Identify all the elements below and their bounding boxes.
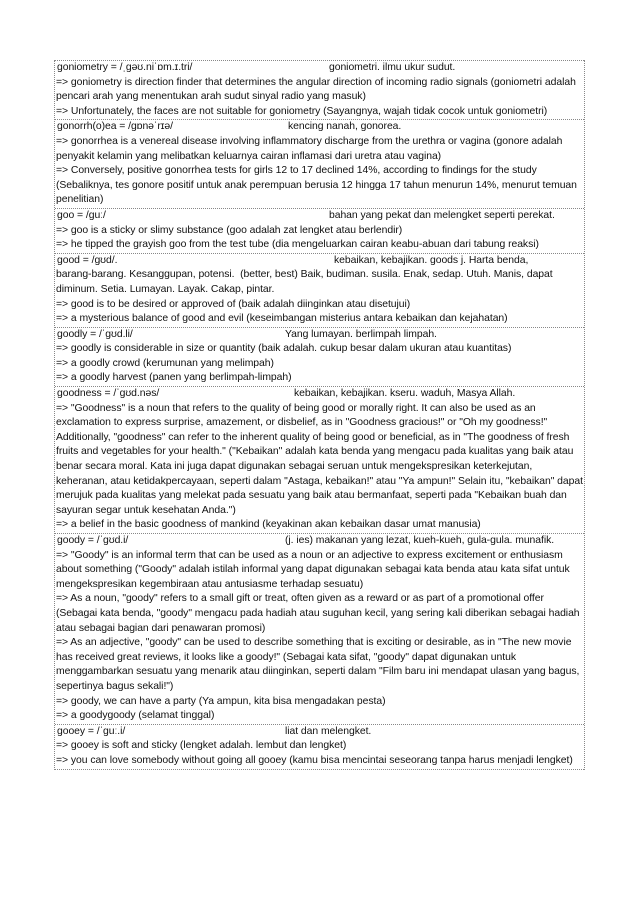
entry-example-line: => goodly is considerable in size or quantity (baik adalah. cukup besar dalam ukuran atau kuantitas)	[56, 343, 512, 355]
entry-gloss: liat dan melengket.	[285, 725, 372, 737]
entry-example-line: => good is to be desired or approved of (baik adalah diinginkan atau disetujui)	[56, 298, 411, 310]
entry-headword: good = /ɡʊd/.	[57, 254, 118, 266]
entry-headword-line	[56, 387, 583, 402]
dictionary-sheet	[54, 60, 585, 770]
entry-example-line: => a goodygoody (selamat tinggal)	[56, 710, 215, 722]
entry-headword: goody = /ˈɡʊd.i/	[57, 535, 129, 546]
entry-headword-line	[56, 328, 583, 343]
entry-headword: gonorrh(o)ea = /ɡɒnəˈrɪə/	[57, 121, 173, 133]
dictionary-entry-good	[55, 253, 584, 327]
entry-headword-line	[56, 254, 583, 269]
entry-headword: gooey = /ˈɡuː.i/	[57, 725, 126, 737]
entry-gloss: goniometri. ilmu ukur sudut.	[329, 62, 456, 73]
entry-headword: goodly = /ˈɡʊd.li/	[57, 328, 133, 340]
entry-headword-line	[56, 725, 583, 740]
entry-definition-line: barang-barang. Kesanggupan, potensi. (better, best) Baik, budiman. susila. Enak, sedap. Utuh. Manis, dapat diminum. Setia. Lumayan. Layak. Cakap, pintar.	[56, 269, 556, 295]
entry-headword-line	[56, 534, 583, 549]
entry-headword-line	[56, 61, 583, 76]
dictionary-entry-goo	[55, 208, 584, 253]
entry-example-line: => he tipped the grayish goo from the test tube (dia mengeluarkan cairan keabu-abuan dari tabung reaksi)	[56, 239, 539, 251]
dictionary-entry-goodly	[55, 327, 584, 386]
dictionary-entry-goody	[55, 533, 584, 724]
entry-headword-line	[56, 209, 583, 224]
entry-example-line: => gooey is soft and sticky (lengket adalah. lembut dan lengket)	[56, 740, 347, 752]
entry-example-line: => a belief in the basic goodness of mankind (keyakinan akan kebaikan dasar umat manusia)	[56, 519, 481, 531]
entry-headword: goodness = /ˈɡʊd.nəs/	[57, 388, 160, 400]
entry-example-line: => "Goody" is an informal term that can be used as a noun or an adjective to express excitement or enthusiasm about something ("Goody" adalah istilah informal yang dapat digunakan sebagai kata benda atau kata sifat untuk mengekspresikan kegembiraan atau antusiasme terhadap sesuatu)	[56, 549, 573, 590]
entry-example-line: => you can love somebody without going all gooey (kamu bisa mencintai seseorang tanpa harus menjadi lengket)	[56, 754, 573, 766]
entry-example-line: => a mysterious balance of good and evil (keseimbangan misterius antara kebaikan dan kejahatan)	[56, 313, 508, 325]
entry-example-line: => a goodly crowd (kerumunan yang melimpah)	[56, 357, 274, 369]
entry-gloss: Yang lumayan. berlimpah limpah.	[285, 328, 437, 340]
entry-gloss: kencing nanah, gonorea.	[288, 121, 402, 133]
dictionary-entry-goniometry	[55, 60, 584, 119]
entry-example-line: => As a noun, "goody" refers to a small gift or treat, often given as a reward or as part of a promotional offer (Sebagai kata benda, "goody" mengacu pada hadiah atau suguhan kecil, yang sering kali diberikan sebagai hadiah atau sebagai bagian dari penawaran promosi)	[56, 593, 583, 634]
entry-example-line: => Conversely, positive gonorrhea tests for girls 12 to 17 declined 14%, according to findings for the study (Sebaliknya, tes gonore positif untuk anak perempuan berusia 12 hingga 17 tahun menurun 14%, menurut temuan penelitian)	[56, 165, 580, 206]
entry-example-line: => goniometry is direction finder that determines the angular direction of incoming radio signals (goniometri adalah pencari arah yang menentukan arah sudut sinyal radio yang masuk)	[56, 76, 579, 103]
dictionary-entry-gonorrhoea	[55, 119, 584, 208]
entry-example-line: => goo is a sticky or slimy substance (goo adalah zat lengket atau berlendir)	[56, 224, 403, 236]
entry-example-line: => a goodly harvest (panen yang berlimpah-limpah)	[56, 372, 292, 384]
entry-headword: goo = /ɡuː/	[57, 209, 106, 221]
entry-headword-line	[56, 120, 583, 135]
entry-example-line: => Unfortunately, the faces are not suitable for goniometry (Sayangnya, wajah tidak cocok untuk goniometri)	[56, 105, 548, 117]
entry-example-line: => gonorrhea is a venereal disease involving inflammatory discharge from the urethra or vagina (gonore adalah penyakit kelamin yang melibatkan keluarnya cairan inflamasi dari uretra atau vagina)	[56, 135, 566, 162]
dictionary-entry-gooey	[55, 724, 584, 770]
entry-gloss: bahan yang pekat dan melengket seperti perekat.	[329, 209, 555, 221]
entry-gloss: kebaikan, kebajikan. goods j. Harta benda,	[334, 254, 529, 266]
entry-example-line: => "Goodness" is a noun that refers to the quality of being good or morally right. It can also be used as an exclamation to express surprise, amazement, or disbelief, as in "Goodness gracious!" or "Oh my goodness!" Additionally, "goodness" can refer to the inherent quality of being good or beneficial, as in "The goodness of fresh fruits and vegetables for your health." ("Kebaikan" adalah kata benda yang mengacu pada kualitas yang baik atau benar secara moral. Kata ini juga dapat digunakan sebagai seruan untuk mengekspresikan keterkejutan, keheranan, atau ketidakpercayaan, seperti dalam "Astaga, kebaikan!" atau "Ya ampun!" Selain itu, "kebaikan" dapat merujuk pada kualitas yang melekat pada sesuatu yang baik atau bermanfaat, seperti pada "Kebaikan buah dan sayuran segar untuk kesehatan Anda.")	[56, 402, 586, 516]
dictionary-entry-goodness	[55, 386, 584, 533]
entry-gloss: kebaikan, kebajikan. kseru. waduh, Masya Allah.	[294, 388, 516, 400]
entry-headword: goniometry = /ˌɡəʊ.niˈɒm.ɪ.tri/	[57, 62, 193, 73]
entry-example-line: => goody, we can have a party (Ya ampun, kita bisa mengadakan pesta)	[56, 695, 386, 707]
entry-gloss: (j. ies) makanan yang lezat, kueh-kueh, gula-gula. munafik.	[285, 535, 555, 546]
entry-example-line: => As an adjective, "goody" can be used to describe something that is exciting or desirable, as in "The new movie has received great reviews, it looks like a goody!" (Sebagai kata sifat, "goody" dapat digunakan untuk menggambarkan sesuatu yang menarik atau diinginkan, seperti dalam "Film baru ini mendapat ulasan yang bagus, sepertinya bagus sekali!")	[56, 637, 583, 692]
